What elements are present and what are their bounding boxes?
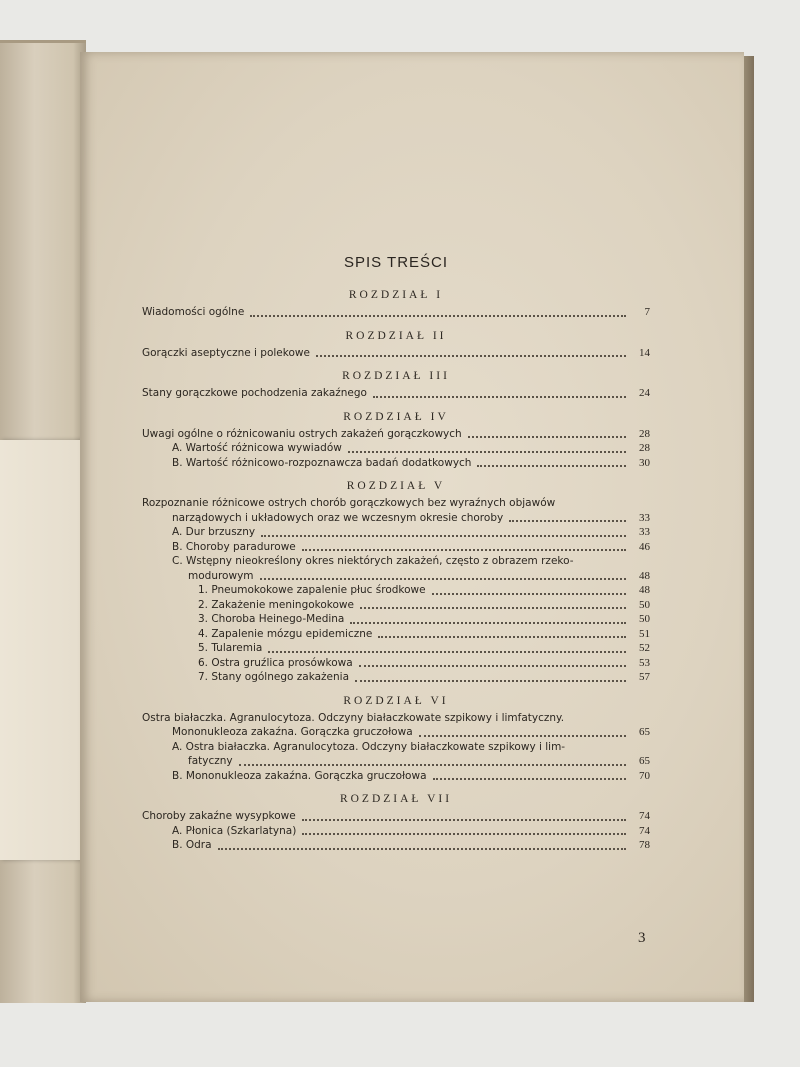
chapter-heading: ROZDZIAŁ I — [348, 289, 444, 301]
toc-entry: modurowym 48 — [188, 569, 650, 582]
toc-entry-line: Rozpoznanie różnicowe ostrych chorób gorączkowych bez wyraźnych objawów — [142, 497, 556, 509]
toc-entry: Wiadomości ogólne 7 — [142, 306, 650, 318]
toc-entry: B. Mononukleoza zakaźna. Gorączka gruczołowa 70 — [172, 769, 650, 782]
toc-entry: 6. Ostra gruźlica prosówkowa 53 — [198, 656, 650, 669]
toc-entry: B. Odra 78 — [172, 839, 650, 851]
toc-entry-line: Ostra białaczka. Agranulocytoza. Odczyny białaczkowate szpikowy i limfatyczny. — [142, 711, 565, 724]
toc-entry: fatyczny 65 — [188, 755, 650, 767]
toc-entry: Stany gorączkowe pochodzenia zakaźnego 24 — [142, 387, 650, 399]
chapter-heading: ROZDZIAŁ IV — [343, 410, 449, 423]
toc-entry: B. Choroby paradurowe 46 — [172, 540, 650, 553]
toc-entry: Gorączki aseptyczne i polekowe 14 — [142, 346, 650, 359]
toc-entry-line: A. Ostra białaczka. Agranulocytoza. Odczyny białaczkowate szpikowy i lim- — [172, 740, 566, 753]
chapter-heading: ROZDZIAŁ VI — [343, 694, 449, 707]
toc-entry: A. Płonica (Szkarlatyna) 74 — [172, 824, 650, 837]
table-of-contents — [142, 254, 650, 853]
toc-entry: 3. Choroba Heinego-Medina 50 — [198, 613, 650, 625]
page-number: 3 — [638, 930, 646, 946]
toc-entry: narządowych i układowych oraz we wczesnym okresie choroby 33 — [172, 511, 650, 524]
toc-entry: A. Dur brzuszny 33 — [172, 526, 650, 538]
toc-entry: Uwagi ogólne o różnicowaniu ostrych zakażeń gorączkowych 28 — [142, 427, 650, 440]
toc-entry: Choroby zakaźne wysypkowe 74 — [142, 810, 650, 822]
toc-entry: B. Wartość różnicowo-rozpoznawcza badań dodatkowych 30 — [172, 456, 650, 469]
toc-entry: 4. Zapalenie mózgu epidemiczne 51 — [198, 627, 650, 640]
toc-entry: A. Wartość różnicowa wywiadów 28 — [172, 442, 650, 454]
chapter-heading: ROZDZIAŁ V — [346, 480, 446, 492]
chapter-heading: ROZDZIAŁ II — [345, 329, 447, 342]
toc-entry: Mononukleoza zakaźna. Gorączka gruczołowa 65 — [172, 726, 650, 738]
toc-entry: 5. Tularemia 52 — [198, 642, 650, 654]
toc-title: SPIS TREŚCI — [343, 254, 449, 271]
toc-entry: 7. Stany ogólnego zakażenia 57 — [198, 671, 650, 683]
toc-entry: 1. Pneumokokowe zapalenie płuc środkowe 48 — [198, 584, 650, 596]
chapter-heading: ROZDZIAŁ VII — [339, 793, 453, 805]
toc-entry: 2. Zakażenie meningokokowe 50 — [198, 598, 650, 611]
toc-entry-line: C. Wstępny nieokreślony okres niektórych zakażeń, często z obrazem rzeko- — [172, 555, 574, 567]
chapter-heading: ROZDZIAŁ III — [342, 370, 450, 382]
